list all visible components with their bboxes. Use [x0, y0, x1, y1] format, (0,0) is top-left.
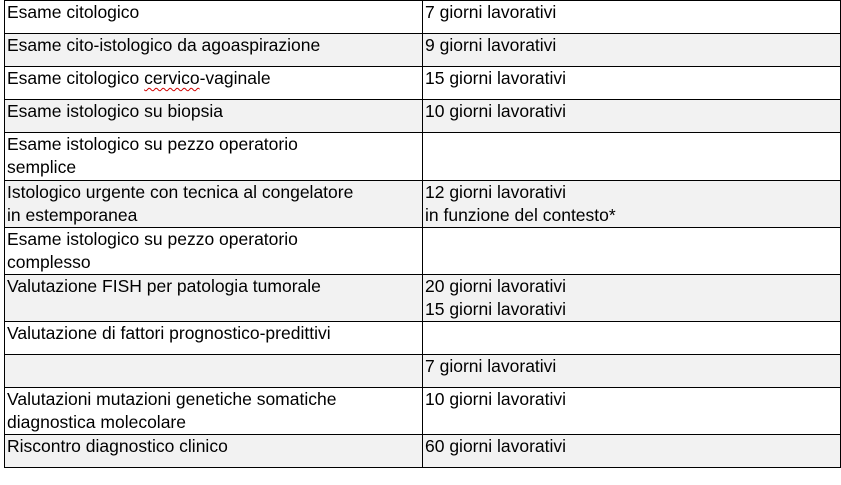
- exam-cell: Riscontro diagnostico clinico: [5, 435, 423, 468]
- exam-cell: [5, 355, 423, 388]
- time-cell: 12 giorni lavorativi in funzione del contesto*: [423, 181, 841, 228]
- exam-text-start: Esame citologico: [7, 68, 145, 88]
- exam-cell: [5, 67, 423, 100]
- exam-cell: Valutazione di fattori prognostico-predittivi: [5, 322, 423, 355]
- table-row: [5, 435, 841, 468]
- time-cell: [423, 133, 841, 181]
- time-cell: 7 giorni lavorativi: [423, 355, 841, 388]
- time-cell: [423, 228, 841, 275]
- spellcheck-flagged-word[interactable]: cervico: [144, 68, 200, 88]
- exam-cell: Esame istologico su biopsia: [5, 100, 423, 133]
- time-cell: 10 giorni lavorativi: [423, 100, 841, 133]
- time-cell: 20 giorni lavorativi 15 giorni lavorativi: [423, 275, 841, 322]
- turnaround-times-table-container: [4, 0, 840, 468]
- time-cell: 10 giorni lavorativi: [423, 388, 841, 435]
- table-row: [5, 133, 841, 181]
- table-row: [5, 1, 841, 34]
- exam-cell: Valutazioni mutazioni genetiche somatiche diagnostica molecolare: [5, 388, 423, 435]
- exam-cell: Esame cito-istologico da agoaspirazione: [5, 34, 423, 67]
- time-cell: 9 giorni lavorativi: [423, 34, 841, 67]
- table-row: [5, 34, 841, 67]
- turnaround-times-table: [4, 0, 841, 468]
- time-cell: 7 giorni lavorativi: [423, 1, 841, 34]
- time-cell: 60 giorni lavorativi: [423, 435, 841, 468]
- exam-cell: Esame citologico: [5, 1, 423, 34]
- table-row: [5, 67, 841, 100]
- table-row: [5, 275, 841, 322]
- table-row: [5, 388, 841, 435]
- exam-cell: Valutazione FISH per patologia tumorale: [5, 275, 423, 322]
- table-row: [5, 322, 841, 355]
- table-row: [5, 228, 841, 275]
- exam-cell: Esame istologico su pezzo operatorio complesso: [5, 228, 423, 275]
- time-cell: [423, 322, 841, 355]
- table-row: [5, 100, 841, 133]
- time-cell: 15 giorni lavorativi: [423, 67, 841, 100]
- exam-cell: Esame istologico su pezzo operatorio semplice: [5, 133, 423, 181]
- exam-cell: Istologico urgente con tecnica al congelatore in estemporanea: [5, 181, 423, 228]
- table-row: [5, 181, 841, 228]
- table-row: [5, 355, 841, 388]
- exam-text-end: -vaginale: [199, 68, 271, 88]
